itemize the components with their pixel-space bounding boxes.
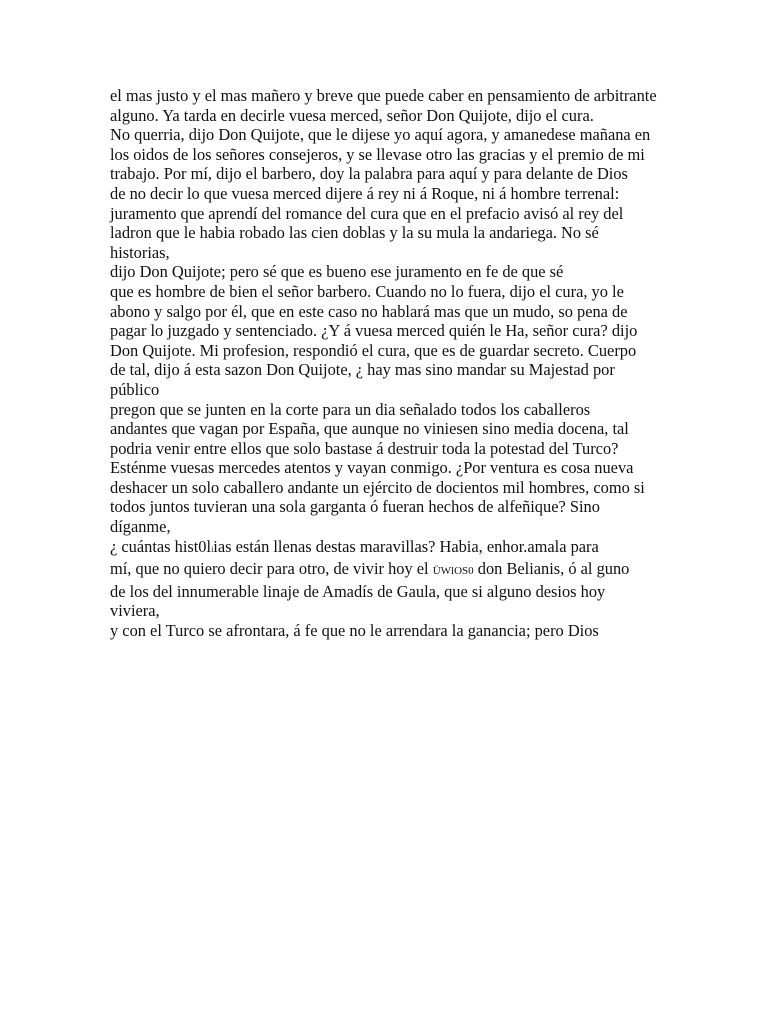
- text-fragment: ias están llenas destas maravillas? Habia, enhor.amala para: [213, 536, 599, 556]
- document-body: [110, 86, 658, 641]
- text-line: alguno. Ya tarda en decirle vuesa merced, señor Don Quijote, dijo el cura.: [110, 105, 594, 125]
- text-fragment: ¿ cuántas hist0l: [110, 536, 212, 556]
- text-line: [110, 559, 658, 582]
- text-line: de tal, dijo á esta sazon Don Quijote, ¿ hay mas sino mandar su Majestad por público: [110, 360, 615, 399]
- text-line: ladron que le habia robado las cien doblas y la su mula la andariega. No sé historias,: [110, 223, 599, 262]
- text-line: No querria, dijo Don Quijote, que le dijese yo aquí agora, y amanedese mañana en: [110, 125, 651, 145]
- text-line: Don Quijote. Mi profesion, respondió el cura, que es de guardar secreto. Cuerpo: [110, 340, 637, 360]
- text-line: deshacer un solo caballero andante un ejército de docientos mil hombres, como si: [110, 477, 645, 497]
- text-line: podria venir entre ellos que solo bastase á destruir toda la potestad del Turco?: [110, 438, 619, 458]
- text-line: [110, 537, 658, 560]
- text-line: dijo Don Quijote; pero sé que es bueno ese juramento en fe de que sé: [110, 262, 564, 282]
- text-line: el mas justo y el mas mañero y breve que puede caber en pensamiento de arbitrante: [110, 86, 657, 105]
- text-line: pagar lo juzgado y sentenciado. ¿Y á vuesa merced quién le Ha, señor cura? dijo: [110, 321, 638, 341]
- text-line: trabajo. Por mí, dijo el barbero, doy la palabra para aquí y para delante de Dios: [110, 164, 628, 184]
- text-line: pregon que se junten en la corte para un dia señalado todos los caballeros: [110, 399, 591, 419]
- text-line: abono y salgo por él, que en este caso no hablará mas que un mudo, so pena de: [110, 301, 628, 321]
- text-line: juramento que aprendí del romance del cura que en el prefacio avisó al rey del: [110, 203, 624, 223]
- text-fragment: don Belianis, ó al guno: [473, 559, 630, 579]
- text-line: Esténme vuesas mercedes atentos y vayan conmigo. ¿Por ventura es cosa nueva: [110, 458, 634, 478]
- text-line: que es hombre de bien el señor barbero. Cuando no lo fuera, dijo el cura, yo le: [110, 281, 624, 301]
- text-fragment: mí, que no quiero decir para otro, de vivir hoy el: [110, 559, 433, 579]
- text-line: andantes que vagan por España, que aunque no viniesen sino media docena, tal: [110, 419, 629, 439]
- text-line: los oidos de los señores consejeros, y se llevase otro las gracias y el premio de mi: [110, 144, 645, 164]
- text-line: de no decir lo que vuesa merced dijere á rey ni á Roque, ni á hombre terrenal:: [110, 183, 620, 203]
- text-line: y con el Turco se afrontara, á fe que no le arrendara la ganancia; pero Dios: [110, 621, 599, 641]
- text-line: todos juntos tuvieran una sola garganta ó fueran hechos de alfeñique? Sino díganme,: [110, 497, 600, 537]
- text-fragment: i: [211, 544, 214, 554]
- text-fragment: ÜWlOS0: [432, 565, 474, 578]
- text-line: de los del innumerable linaje de Amadís de Gaula, que si alguno desios hoy viviera,: [110, 581, 606, 621]
